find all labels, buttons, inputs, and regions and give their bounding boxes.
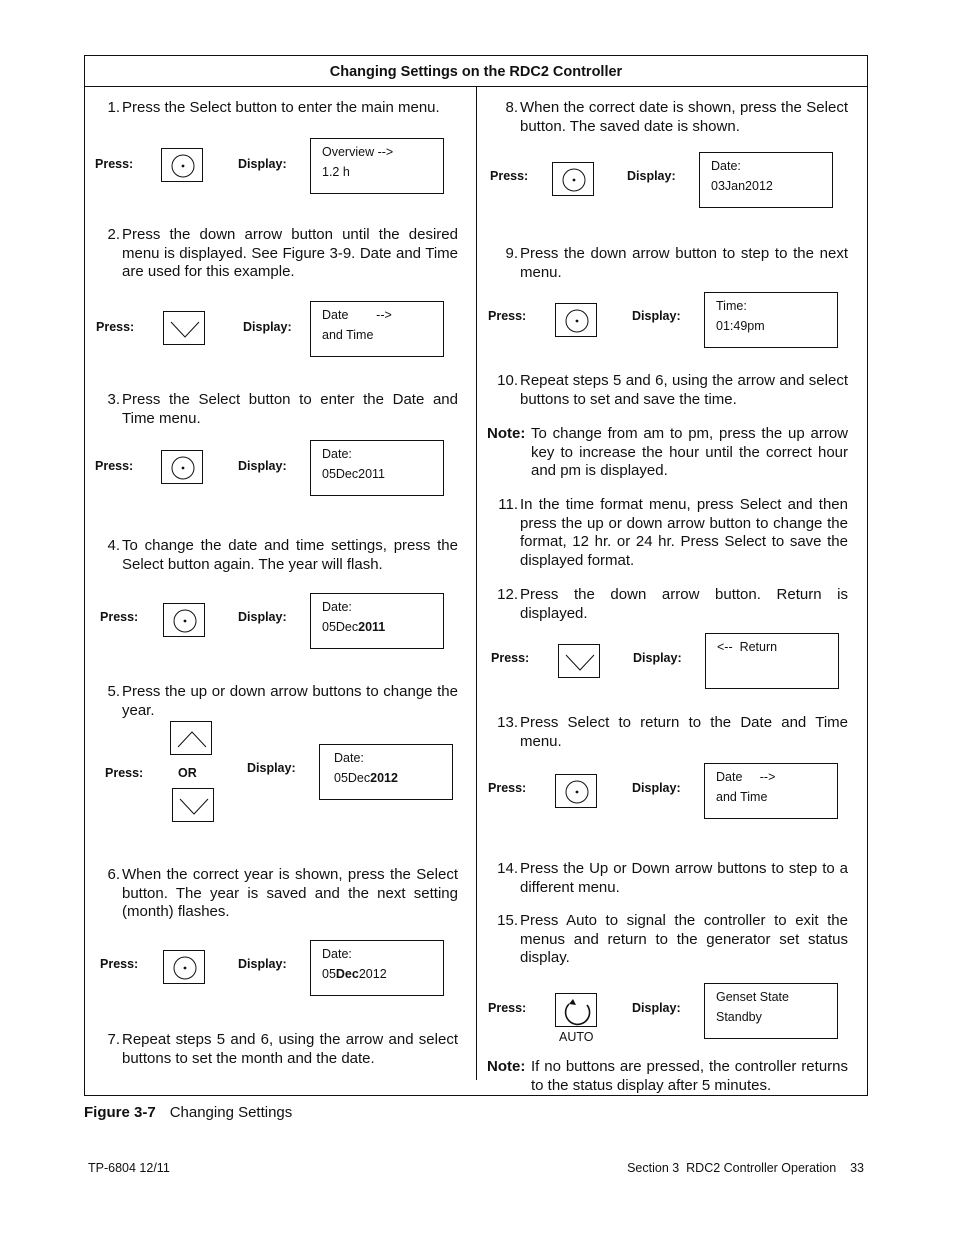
step-text: Repeat steps 5 and 6, using the arrow and select buttons to set and save the time. bbox=[520, 372, 848, 408]
display-line-1: Date --> bbox=[716, 770, 776, 784]
select-button bbox=[161, 450, 203, 484]
step-3 bbox=[84, 391, 458, 431]
table-title: Changing Settings on the RDC2 Controller bbox=[84, 55, 868, 87]
step-number: 12. bbox=[497, 586, 518, 603]
press-label: Press: bbox=[490, 169, 529, 183]
step-4 bbox=[84, 537, 458, 577]
figure-title: Changing Settings bbox=[169, 1104, 293, 1121]
step-number: 4. bbox=[107, 537, 120, 554]
step-number: 11. bbox=[498, 496, 518, 513]
step-13 bbox=[482, 714, 848, 754]
note-label: Note: bbox=[487, 1058, 526, 1075]
display-line-2: 05Dec2011 bbox=[322, 467, 386, 481]
press-label: Press: bbox=[488, 1001, 527, 1015]
note-text: To change from am to pm, press the up arrow key to increase the hour until the correct hour and pm is displayed. bbox=[531, 425, 848, 480]
step-text: When the correct date is shown, press the Select button. The saved date is shown. bbox=[520, 99, 848, 135]
display-line-2: and Time bbox=[716, 790, 768, 804]
step-number: 5. bbox=[107, 683, 120, 700]
step-number: 9. bbox=[505, 245, 518, 262]
step-7 bbox=[84, 1031, 458, 1071]
step-text: Press the up or down arrow buttons to change the year. bbox=[122, 683, 458, 719]
step-8 bbox=[482, 99, 848, 139]
display-label: Display: bbox=[632, 1001, 681, 1015]
step-text: Press Select to return to the Date and Time menu. bbox=[520, 714, 848, 750]
select-button bbox=[555, 303, 597, 337]
press-label: Press: bbox=[100, 610, 139, 624]
step-10 bbox=[482, 372, 848, 412]
select-button bbox=[552, 162, 594, 196]
controller-display bbox=[310, 440, 444, 496]
step-number: 14. bbox=[497, 860, 518, 877]
up-arrow-button bbox=[170, 721, 212, 755]
display-line-1: Time: bbox=[716, 299, 747, 313]
display-line-1: Date: bbox=[322, 600, 352, 614]
press-label: Press: bbox=[100, 957, 139, 971]
step-text: To change the date and time settings, press the Select button again. The year will flash. bbox=[122, 537, 458, 573]
step-number: 15. bbox=[497, 912, 518, 929]
step-text: Press the Up or Down arrow buttons to step to a different menu. bbox=[520, 860, 848, 896]
display-line-1: Date --> bbox=[322, 308, 392, 322]
step-number: 7. bbox=[107, 1031, 120, 1048]
or-label: OR bbox=[178, 766, 197, 780]
auto-button bbox=[555, 993, 597, 1027]
controller-display bbox=[704, 292, 838, 348]
display-line-2: Standby bbox=[716, 1010, 762, 1024]
display-day-part: 05 bbox=[322, 967, 336, 981]
step-5 bbox=[84, 683, 458, 723]
controller-display bbox=[319, 744, 453, 800]
display-line-1: Date: bbox=[711, 159, 741, 173]
step-number: 8. bbox=[505, 99, 518, 116]
display-line-1: <-- Return bbox=[717, 640, 778, 654]
display-line-2: 1.2 h bbox=[322, 165, 350, 179]
display-label: Display: bbox=[243, 320, 292, 334]
press-label: Press: bbox=[105, 766, 144, 780]
display-year-flashing: 2012 bbox=[370, 771, 398, 785]
step-text: Press Auto to signal the controller to exit the menus and return to the generator set status display. bbox=[520, 912, 848, 967]
press-label: Press: bbox=[491, 651, 530, 665]
step-1 bbox=[84, 99, 458, 119]
step-12 bbox=[482, 586, 848, 626]
step-number: 2. bbox=[107, 226, 120, 243]
display-line-1: Date: bbox=[334, 751, 364, 765]
footer-section-page: Section 3 RDC2 Controller Operation 33 bbox=[627, 1161, 864, 1175]
display-label: Display: bbox=[238, 610, 287, 624]
controller-display bbox=[310, 593, 444, 649]
display-month-flashing: Dec bbox=[335, 967, 359, 981]
controller-display bbox=[704, 983, 838, 1039]
display-line-2: 03Jan2012 bbox=[711, 179, 773, 193]
down-arrow-button bbox=[163, 311, 205, 345]
press-label: Press: bbox=[95, 157, 134, 171]
step-number: 1. bbox=[107, 99, 120, 116]
display-label: Display: bbox=[633, 651, 682, 665]
display-line-2 bbox=[322, 617, 443, 637]
step-text: Press the down arrow button until the desired menu is displayed. See Figure 3-9. Date and Time are used for this example. bbox=[122, 226, 458, 281]
step-number: 13. bbox=[497, 714, 518, 731]
display-line-1: Date: bbox=[322, 947, 352, 961]
step-text: Repeat steps 5 and 6, using the arrow and select buttons to set the month and the date. bbox=[122, 1031, 458, 1067]
display-line-2 bbox=[322, 964, 443, 984]
step-text: Press the Select button to enter the main menu. bbox=[122, 99, 440, 116]
display-date-part: 05Dec bbox=[322, 620, 359, 634]
select-button bbox=[555, 774, 597, 808]
press-label: Press: bbox=[96, 320, 135, 334]
step-number: 3. bbox=[107, 391, 120, 408]
note-text: If no buttons are pressed, the controller returns to the status display after 5 minutes. bbox=[531, 1058, 848, 1094]
auto-label: AUTO bbox=[559, 1030, 594, 1044]
step-15 bbox=[482, 912, 848, 972]
step-14 bbox=[482, 860, 848, 900]
display-label: Display: bbox=[238, 459, 287, 473]
down-arrow-button bbox=[558, 644, 600, 678]
press-label: Press: bbox=[488, 781, 527, 795]
select-button bbox=[163, 603, 205, 637]
display-line-2: and Time bbox=[322, 328, 374, 342]
step-6 bbox=[84, 866, 458, 926]
note-timeout bbox=[487, 1058, 848, 1096]
display-label: Display: bbox=[632, 309, 681, 323]
controller-display bbox=[704, 763, 838, 819]
select-button bbox=[161, 148, 203, 182]
footer-doc-id: TP-6804 12/11 bbox=[88, 1161, 170, 1175]
controller-display bbox=[310, 940, 444, 996]
press-label: Press: bbox=[95, 459, 134, 473]
step-text: Press the down arrow button to step to the next menu. bbox=[520, 245, 848, 281]
display-year-flashing: 2011 bbox=[358, 620, 386, 634]
down-arrow-button bbox=[172, 788, 214, 822]
display-label: Display: bbox=[247, 761, 296, 775]
controller-display bbox=[699, 152, 833, 208]
select-button bbox=[163, 950, 205, 984]
press-label: Press: bbox=[488, 309, 527, 323]
step-2 bbox=[84, 226, 458, 286]
step-number: 10. bbox=[497, 372, 518, 389]
display-label: Display: bbox=[627, 169, 676, 183]
step-number: 6. bbox=[107, 866, 120, 883]
display-line-2: 01:49pm bbox=[716, 319, 765, 333]
display-label: Display: bbox=[238, 957, 287, 971]
controller-display bbox=[705, 633, 839, 689]
note-am-pm bbox=[487, 425, 848, 485]
step-9 bbox=[482, 245, 848, 285]
display-year-part: 2012 bbox=[358, 967, 387, 981]
display-line-1: Date: bbox=[322, 447, 352, 461]
display-label: Display: bbox=[238, 157, 287, 171]
controller-display bbox=[310, 301, 444, 357]
figure-caption bbox=[84, 1104, 292, 1121]
display-line-1: Overview --> bbox=[322, 145, 394, 159]
controller-display bbox=[310, 138, 444, 194]
display-line-1: Genset State bbox=[716, 990, 789, 1004]
display-date-part: 05Dec bbox=[334, 771, 371, 785]
column-divider bbox=[476, 87, 477, 1080]
step-text: Press the Select button to enter the Date and Time menu. bbox=[122, 391, 458, 427]
display-label: Display: bbox=[632, 781, 681, 795]
display-line-2 bbox=[331, 768, 452, 788]
step-text: In the time format menu, press Select and then press the up or down arrow button to change the format, 12 hr. or 24 hr. Press Select to save the displayed format. bbox=[520, 496, 848, 570]
step-text: When the correct year is shown, press the Select button. The year is saved and the next setting (month) flashes. bbox=[122, 866, 458, 921]
step-text: Press the down arrow button. Return is displayed. bbox=[520, 586, 848, 622]
step-11 bbox=[482, 496, 848, 576]
figure-label: Figure 3-7 bbox=[84, 1104, 156, 1121]
note-label: Note: bbox=[487, 425, 526, 442]
